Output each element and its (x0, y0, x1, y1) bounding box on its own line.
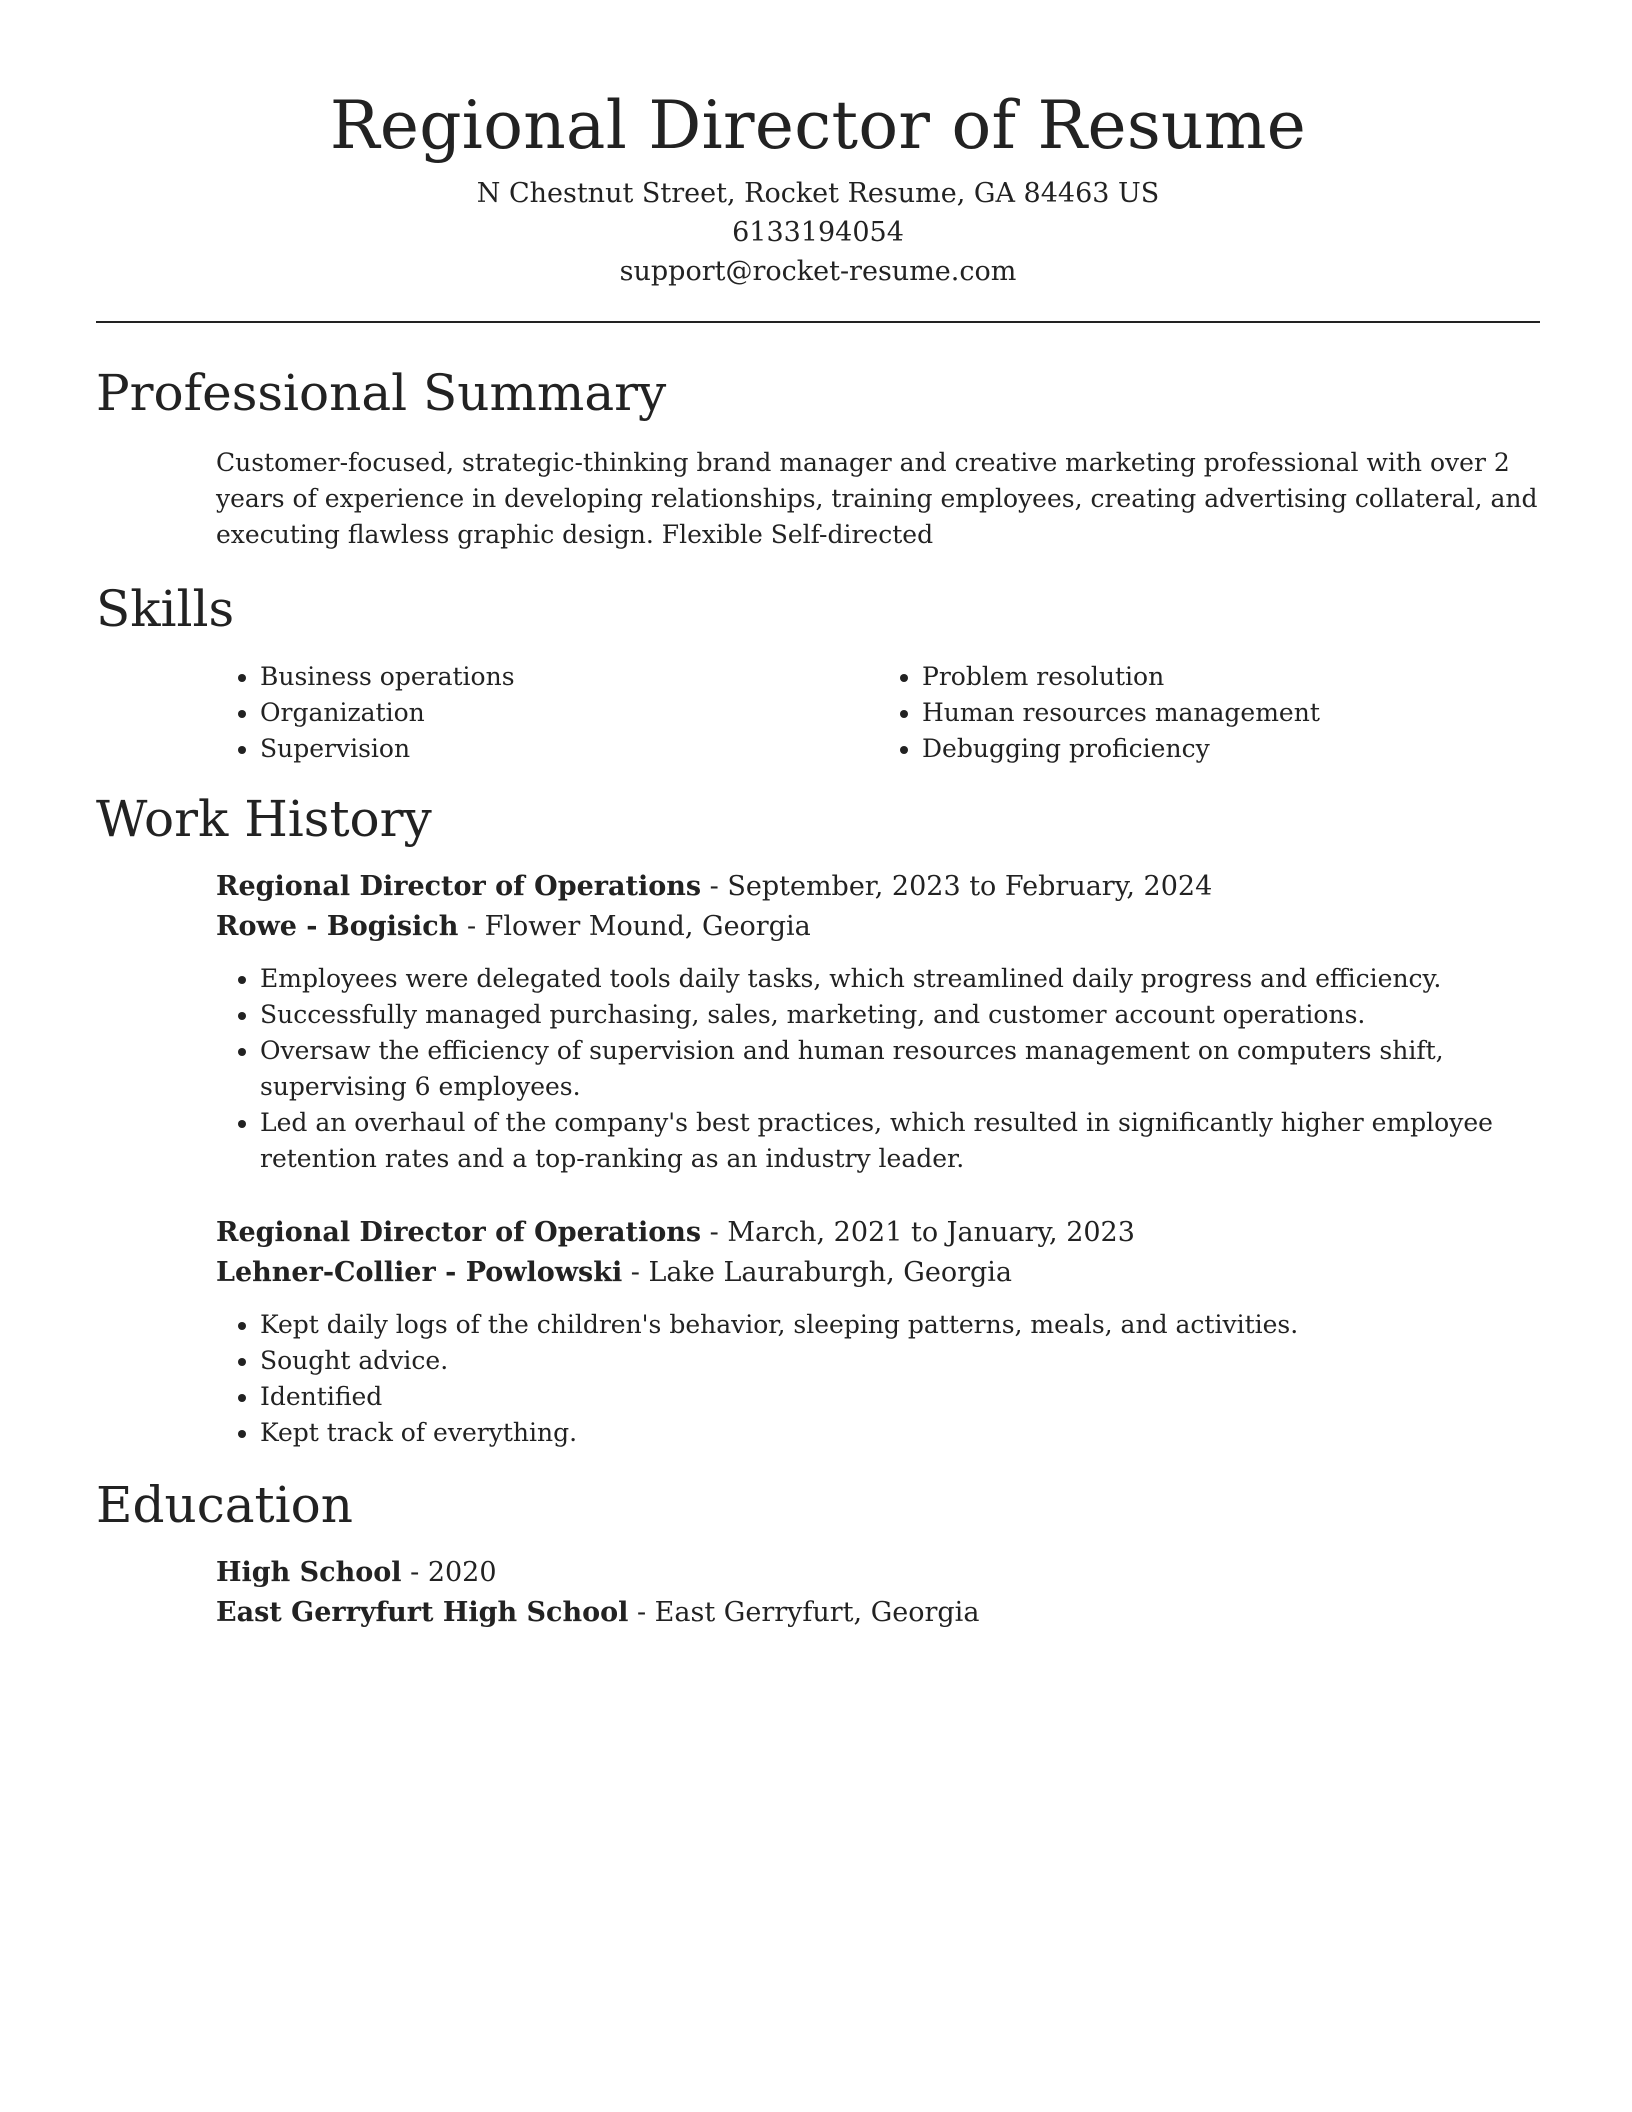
job-duty: • Led an overhaul of the company's best practices, which resulted in significantly higher employee retention rates and a top-ranking as an industry leader. (260, 1105, 1540, 1177)
job-location: - Flower Mound, Georgia (458, 911, 811, 942)
resume-header (96, 86, 1540, 323)
job-company-line (216, 907, 1540, 947)
job-duties-list (216, 961, 1540, 1177)
skill-item: • Problem resolution (922, 659, 1540, 695)
job-title-line (216, 1213, 1540, 1253)
skill-item: • Debugging proficiency (922, 731, 1540, 767)
job-location: - Lake Lauraburgh, Georgia (622, 1257, 1013, 1288)
education-year: - 2020 (401, 1557, 497, 1588)
education-school-line (216, 1593, 1540, 1633)
contact-email: support@rocket-resume.com (619, 256, 1017, 287)
education-degree-line (216, 1553, 1540, 1593)
skills-title: Skills (96, 580, 235, 638)
job-entry (216, 867, 1540, 1177)
education-title: Education (96, 1476, 353, 1534)
job-company-line (216, 1253, 1540, 1293)
skill-item: • Business operations (260, 659, 878, 695)
job-role: Regional Director of Operations (216, 871, 702, 902)
contact-phone: 6133194054 (732, 217, 904, 248)
education-section (96, 1475, 1540, 1633)
job-title-line (216, 867, 1540, 907)
header-divider (96, 321, 1540, 323)
job-duty: • Identified (260, 1379, 1540, 1415)
summary-section (96, 363, 1540, 553)
job-duties-list (216, 1307, 1540, 1451)
work-history-title: Work History (96, 790, 432, 848)
job-duty: • Kept track of everything. (260, 1415, 1540, 1451)
job-company: Rowe - Bogisich (216, 911, 459, 942)
job-duty: • Employees were delegated tools daily tasks, which streamlined daily progress and efficiency. (260, 961, 1540, 997)
job-company: Lehner-Collier - Powlowski (216, 1257, 623, 1288)
candidate-name: Regional Director of Resume (329, 87, 1307, 164)
skill-item: • Human resources management (922, 695, 1540, 731)
skills-column-right (878, 659, 1540, 767)
education-school: East Gerryfurt High School (216, 1597, 629, 1628)
education-degree: High School (216, 1557, 402, 1588)
skills-grid (216, 659, 1540, 767)
skill-item: • Organization (260, 695, 878, 731)
job-dates: - September, 2023 to February, 2024 (701, 871, 1213, 902)
summary-text: Customer-focused, strategic-thinking brand manager and creative marketing professional with over 2 years of experience in developing relationships, training employees, creating advertising collateral, and executing flawless graphic design. Flexible Self-directed (216, 448, 1538, 549)
job-dates: - March, 2021 to January, 2023 (701, 1217, 1135, 1248)
job-duty: • Successfully managed purchasing, sales, marketing, and customer account operations. (260, 997, 1540, 1033)
job-duty: • Kept daily logs of the children's behavior, sleeping patterns, meals, and activities. (260, 1307, 1540, 1343)
education-location: - East Gerryfurt, Georgia (628, 1597, 980, 1628)
contact-block (96, 174, 1540, 291)
work-history-section (96, 789, 1540, 1451)
skills-column-left (216, 659, 878, 767)
job-entry (216, 1213, 1540, 1451)
job-role: Regional Director of Operations (216, 1217, 702, 1248)
job-duty: • Oversaw the efficiency of supervision and human resources management on computers shift, supervising 6 employees. (260, 1033, 1540, 1105)
skills-section (96, 579, 1540, 767)
skill-item: • Supervision (260, 731, 878, 767)
summary-title: Professional Summary (96, 364, 667, 422)
job-duty: • Sought advice. (260, 1343, 1540, 1379)
contact-address: N Chestnut Street, Rocket Resume, GA 84463 US (476, 178, 1160, 209)
resume-page (96, 0, 1540, 1633)
